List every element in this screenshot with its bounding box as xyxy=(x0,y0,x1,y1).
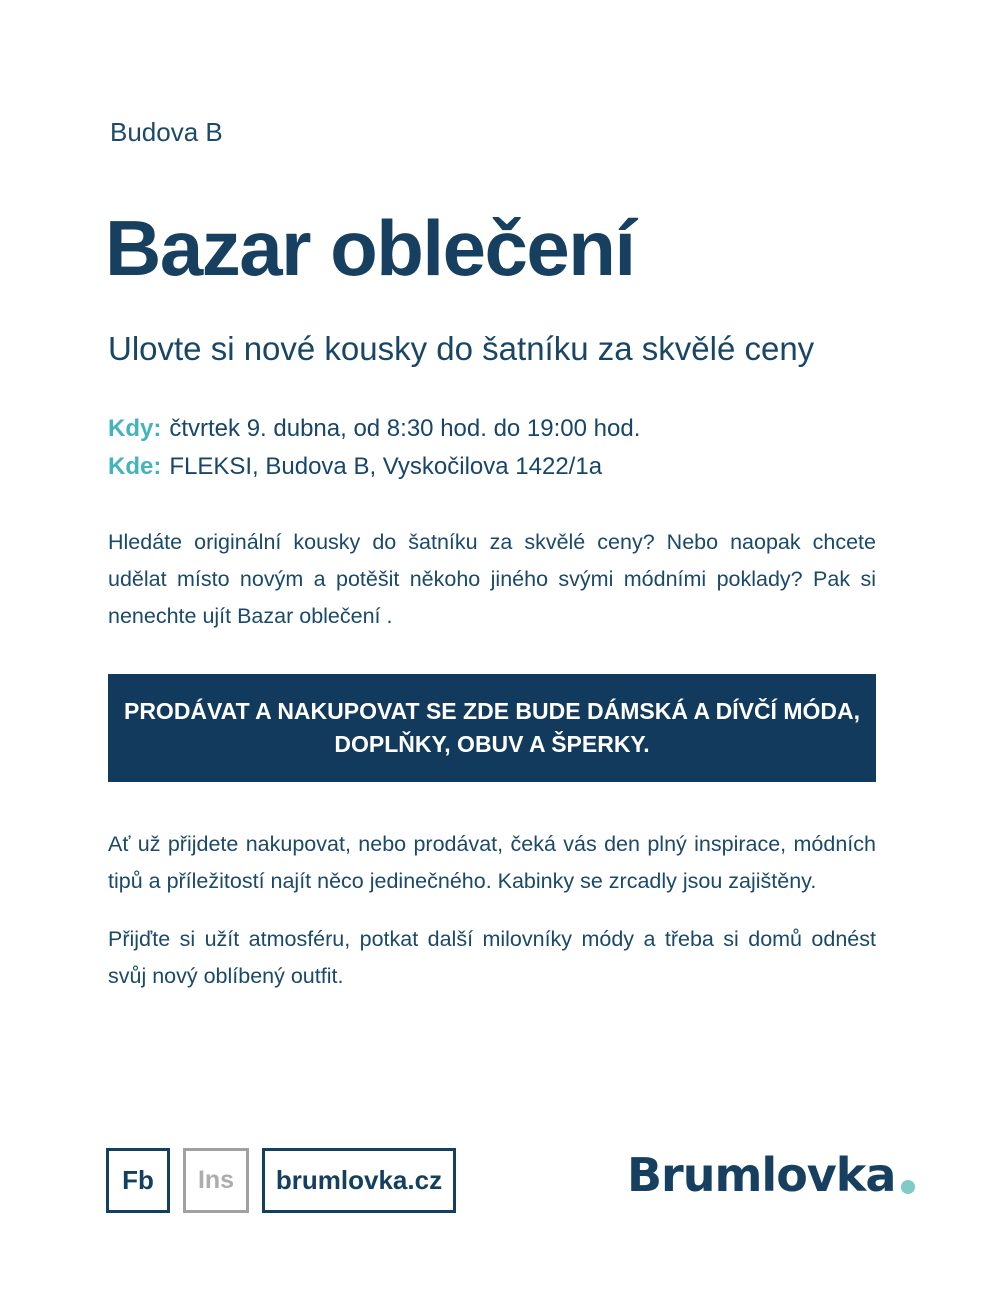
intro-paragraph: Hledáte originální kousky do šatníku za skvělé ceny? Nebo naopak chcete udělat místo novým a potěšit někoho jiného svými módními poklady? Pak si nenechte ujít Bazar oblečení . xyxy=(108,530,876,628)
building-label: Budova B xyxy=(110,117,223,147)
facebook-button[interactable] xyxy=(106,1148,170,1213)
banner-line-1: PRODÁVAT A NAKUPOVAT SE ZDE BUDE DÁMSKÁ A DÍVČÍ MÓDA, xyxy=(123,698,860,724)
event-info xyxy=(108,410,640,486)
where-value: FLEKSI, Budova B, Vyskočilova 1422/1a xyxy=(169,453,603,480)
page-title: Bazar oblečení xyxy=(105,204,635,292)
where-label: Kde: xyxy=(108,453,162,480)
brumlovka-logo xyxy=(627,1150,915,1201)
facebook-label: Fb xyxy=(122,1165,154,1195)
atmosphere-paragraph: Ať už přijdete nakupovat, nebo prodávat, čeká vás den plný inspirace, módních tipů a příležitostí najít něco jedinečného. Kabinky se zrcadly jsou zajištěny. xyxy=(108,832,876,893)
highlight-banner xyxy=(108,674,876,782)
instagram-label: Ins xyxy=(197,1166,235,1194)
logo-wordmark: Brumlovka xyxy=(627,1148,896,1202)
event-when-row xyxy=(108,410,640,448)
page-subtitle: Ulovte si nové kousky do šatníku za skvělé ceny xyxy=(108,330,815,367)
when-value: čtvrtek 9. dubna, od 8:30 hod. do 19:00 hod. xyxy=(169,415,641,442)
logo-dot-icon xyxy=(901,1180,915,1194)
website-label: brumlovka.cz xyxy=(275,1165,443,1195)
banner-line-2: DOPLŇKY, OBUV A ŠPERKY. xyxy=(334,731,650,757)
closing-paragraph: Přijďte si užít atmosféru, potkat další milovníky módy a třeba si domů odnést svůj nový oblíbený outfit. xyxy=(108,927,876,988)
instagram-button[interactable] xyxy=(183,1148,249,1213)
website-button[interactable] xyxy=(262,1148,456,1213)
when-label: Kdy: xyxy=(108,415,162,442)
event-where-row xyxy=(108,448,640,486)
